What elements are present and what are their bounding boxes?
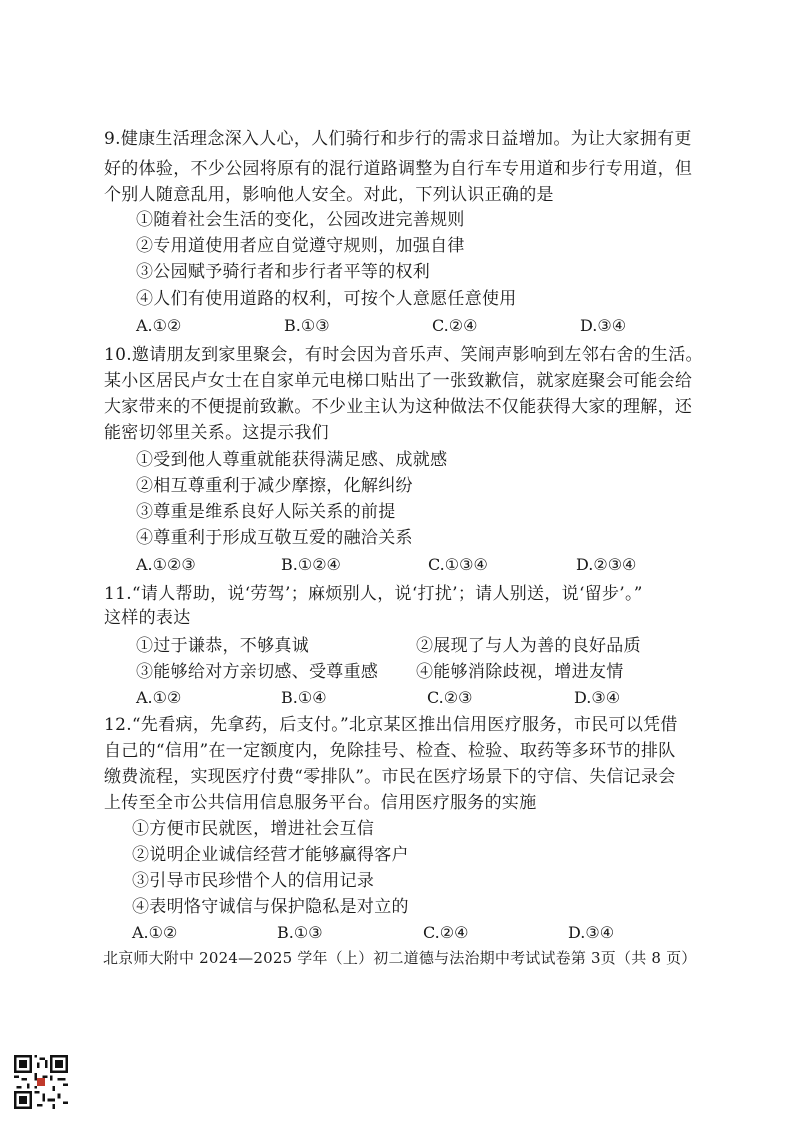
option-3: ③公园赋予骑行者和步行者平等的权利 xyxy=(136,262,431,282)
choice-a: A.①② xyxy=(136,316,182,335)
choice-c: C.②③ xyxy=(427,688,473,707)
question-stem-line: 上传至全市公共信用信息服务平台。信用医疗服务的实施 xyxy=(104,793,537,813)
question-stem-line: 缴费流程，实现医疗付费“零排队”。市民在医疗场景下的守信、失信记录会 xyxy=(104,767,676,787)
question-stem-line: 12.“先看病，先拿药，后支付。”北京某区推出信用医疗服务，市民可以凭借 xyxy=(104,715,678,735)
choice-a: A.①② xyxy=(132,923,178,942)
option-4: ④表明恪守诚信与保护隐私是对立的 xyxy=(132,897,409,917)
option-1: ①随着社会生活的变化，公园改进完善规则 xyxy=(136,210,465,230)
option-4: ④尊重利于形成互敬互爱的融洽关系 xyxy=(136,528,413,548)
question-stem-line: 9.健康生活理念深入人心，人们骑行和步行的需求日益增加。为让大家拥有更 xyxy=(104,129,692,149)
option-2: ②说明企业诚信经营才能够赢得客户 xyxy=(132,845,409,865)
choice-d: D.②③④ xyxy=(576,555,637,574)
page-footer: 北京师大附中 2024—2025 学年（上）初二道德与法治期中考试试卷第 3页（共 8 页） xyxy=(103,949,697,967)
option-3: ③尊重是维系良好人际关系的前提 xyxy=(136,502,396,522)
choice-b: B.①③ xyxy=(277,923,323,942)
question-stem-line: 好的体验，不少公园将原有的混行道路调整为自行车专用道和步行专用道，但 xyxy=(104,159,693,179)
choice-a: A.①② xyxy=(136,688,182,707)
question-stem-line: 这样的表达 xyxy=(104,608,191,628)
question-stem-line: 10.邀请朋友到家里聚会，有时会因为音乐声、笑闹声影响到左邻右舍的生活。 xyxy=(104,345,703,365)
question-stem-line: 11.“请人帮助，说‘劳驾’；麻烦别人，说‘打扰’；请人别送，说‘留步’。” xyxy=(104,584,643,604)
choice-b: B.①④ xyxy=(281,688,327,707)
choice-c: C.①③④ xyxy=(428,555,488,574)
choice-d: D.③④ xyxy=(580,316,627,335)
choice-d: D.③④ xyxy=(574,688,621,707)
choice-c: C.②④ xyxy=(423,923,469,942)
option-3: ③能够给对方亲切感、受尊重感 xyxy=(136,662,379,682)
option-1: ①过于谦恭，不够真诚 xyxy=(136,636,309,656)
question-stem-line: 大家带来的不便提前致歉。不少业主认为这种做法不仅能获得大家的理解，还 xyxy=(104,397,693,417)
choice-a: A.①②③ xyxy=(136,555,196,574)
option-4: ④人们有使用道路的权利，可按个人意愿任意使用 xyxy=(136,289,517,309)
option-4: ④能够消除歧视，增进友情 xyxy=(416,662,624,682)
question-stem-line: 自己的“信用”在一定额度内，免除挂号、检查、检验、取药等多环节的排队 xyxy=(104,741,676,761)
choice-d: D.③④ xyxy=(568,923,615,942)
question-stem-line: 个别人随意乱用，影响他人安全。对此，下列认识正确的是 xyxy=(104,185,554,205)
option-2: ②专用道使用者应自觉遵守规则，加强自律 xyxy=(136,236,465,256)
option-1: ①受到他人尊重就能获得满足感、成就感 xyxy=(136,450,448,470)
option-2: ②展现了与人为善的良好品质 xyxy=(416,636,641,656)
question-stem-line: 能密切邻里关系。这提示我们 xyxy=(104,423,329,443)
option-1: ①方便市民就医，增进社会互信 xyxy=(132,819,375,839)
qr-code-icon xyxy=(14,1055,68,1109)
choice-b: B.①③ xyxy=(284,316,330,335)
choice-c: C.②④ xyxy=(432,316,478,335)
choice-b: B.①②④ xyxy=(281,555,341,574)
option-2: ②相互尊重利于减少摩擦，化解纠纷 xyxy=(136,476,413,496)
option-3: ③引导市民珍惜个人的信用记录 xyxy=(132,871,375,891)
question-stem-line: 某小区居民卢女士在自家单元电梯口贴出了一张致歉信，就家庭聚会可能会给 xyxy=(104,371,693,391)
